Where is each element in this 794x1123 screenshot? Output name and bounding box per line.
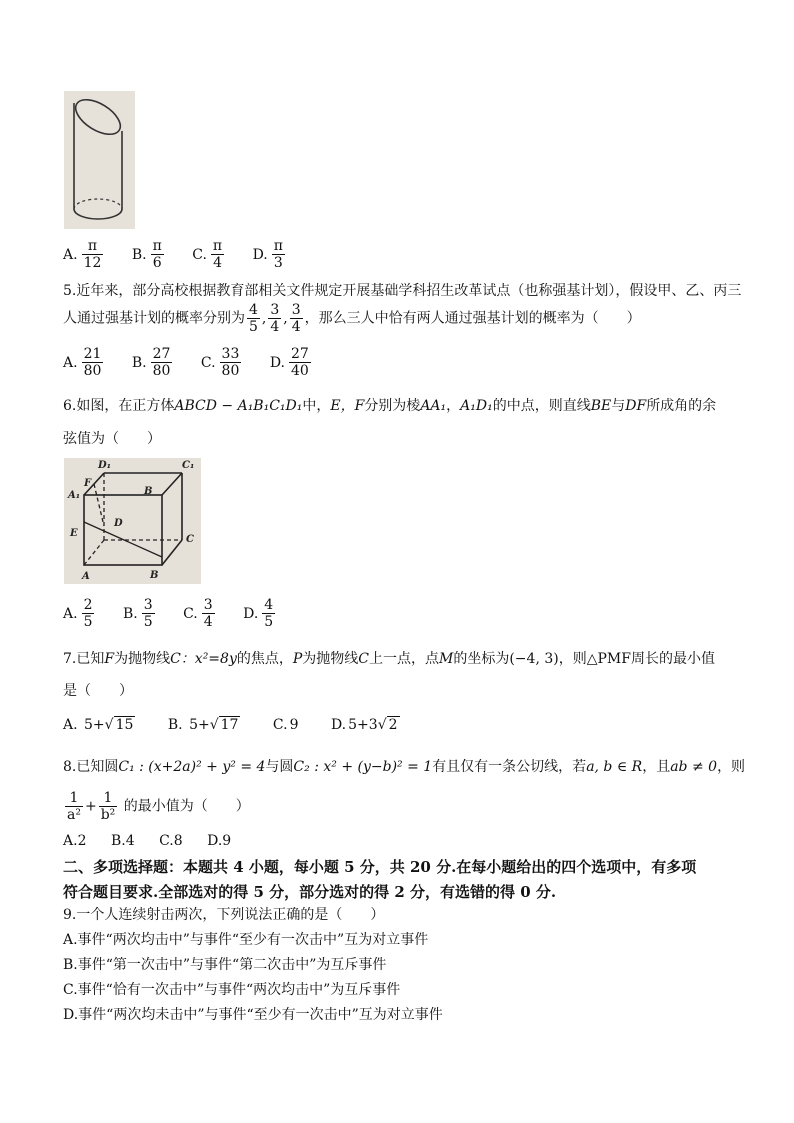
q6-options [63,597,299,630]
q9-option-b: B.事件“第一次击中”与事件“第二次击中”为互斥事件 [63,957,387,973]
cube-diagram [64,458,201,584]
q7-stem-line1: 7.已知F为抛物线C：x²=8y的焦点，P为抛物线C上一点，点M的坐标为(−4, 3)，则△PMF周长的最小值 [63,651,715,667]
q4-options [63,238,309,271]
label-c: C [186,534,194,545]
label-d1: D₁ [98,460,112,471]
q6-stem-line2: 弦值为（ ） [63,431,161,447]
option-b: B. 5+√ 17 [167,717,239,733]
label-b1: B [144,486,153,497]
option-b: B. $\frac{\pi}{6}$ [131,238,162,271]
option-d: D.9 [207,833,232,849]
option-d: D. 5+3√ 2 [330,717,398,733]
option-c: C. $\frac{3}{4}$ [183,597,213,630]
section2-heading-line1: 二、多项选择题：本题共 4 小题，每小题 5 分，共 20 分.在每小题给出的四个选项中，有多项 [63,858,697,876]
cylinder-diagram [64,91,135,229]
cylinder-figure [64,91,135,229]
option-a: A. $\frac{\pi}{12}$ [63,238,102,271]
q8-options [63,832,253,850]
option-b: B.4 [110,833,135,849]
option-a: A. $\frac{21}{80}$ [63,346,102,379]
section2-heading-line2: 符合题目要求.全部选对的得 5 分，部分选对的得 2 分，有选错的得 0 分. [63,883,557,901]
label-b: B [150,570,159,581]
option-a: A. 5+√ 15 [63,717,134,733]
q8-stem-line1: 8.已知圆C₁ : (x+2a)² + y² = 4与圆C₂ : x² + (y−b)² = 1有且仅有一条公切线，若a, b ∈ R，且ab ≠ 0，则 [63,759,746,775]
q5-stem-line1: 5.近年来，部分高校根据教育部相关文件规定开展基础学科招生改革试点（也称强基计划），假设甲、乙、丙三 [63,283,742,299]
option-c: C. 9 [272,717,299,733]
q7-options [63,716,422,734]
q9-option-c: C.事件“恰有一次击中”与事件“两次均击中”为互斥事件 [63,982,401,998]
label-f: F [84,478,92,489]
option-d: D. $\frac{4}{5}$ [243,597,274,630]
label-a: A [82,571,90,582]
label-d: D [114,518,123,529]
q9-option-a: A.事件“两次均击中”与事件“至少有一次击中”互为对立事件 [63,932,429,948]
option-c: C. $\frac{33}{80}$ [200,346,240,379]
label-e: E [70,528,78,539]
q8-stem-line2: $\frac{1}{\text{a²}}$ + $\frac{1}{\text{b²}}$ 的最小值为（ ） [67,790,250,823]
q6-stem-line1: 6.如图，在正方体ABCD − A₁B₁C₁D₁中，E，F分别为棱AA₁，A₁D₁的中点，则直线BE与DF所成角的余 [63,398,717,414]
q7-stem-line2: 是（ ） [63,683,133,699]
q9-option-d: D.事件“两次均未击中”与事件“至少有一次击中”互为对立事件 [63,1007,443,1023]
q5-options [63,346,335,379]
q5-stem-line2: 人通过强基计划的概率分别为 $\frac{4}{5}$ , $\frac{3}{4}$ , $\frac{3}{4}$ ，那么三人中恰有两人通过强基计划的概率为（ ） [63,302,641,335]
option-c: C.8 [159,833,183,849]
option-b: B. $\frac{3}{5}$ [122,597,153,630]
label-a1: A₁ [68,490,81,501]
option-c: C. $\frac{\pi}{4}$ [192,238,223,271]
q9-stem: 9.一个人连续射击两次，下列说法正确的是（ ） [63,907,385,923]
option-a: A. $\frac{2}{5}$ [63,597,93,630]
option-a: A.2 [63,833,87,849]
option-d: D. $\frac{\pi}{3}$ [252,238,283,271]
option-b: B. $\frac{27}{80}$ [131,346,171,379]
cube-figure [64,458,201,584]
option-d: D. $\frac{27}{40}$ [269,346,309,379]
label-c1: C₁ [182,460,195,471]
